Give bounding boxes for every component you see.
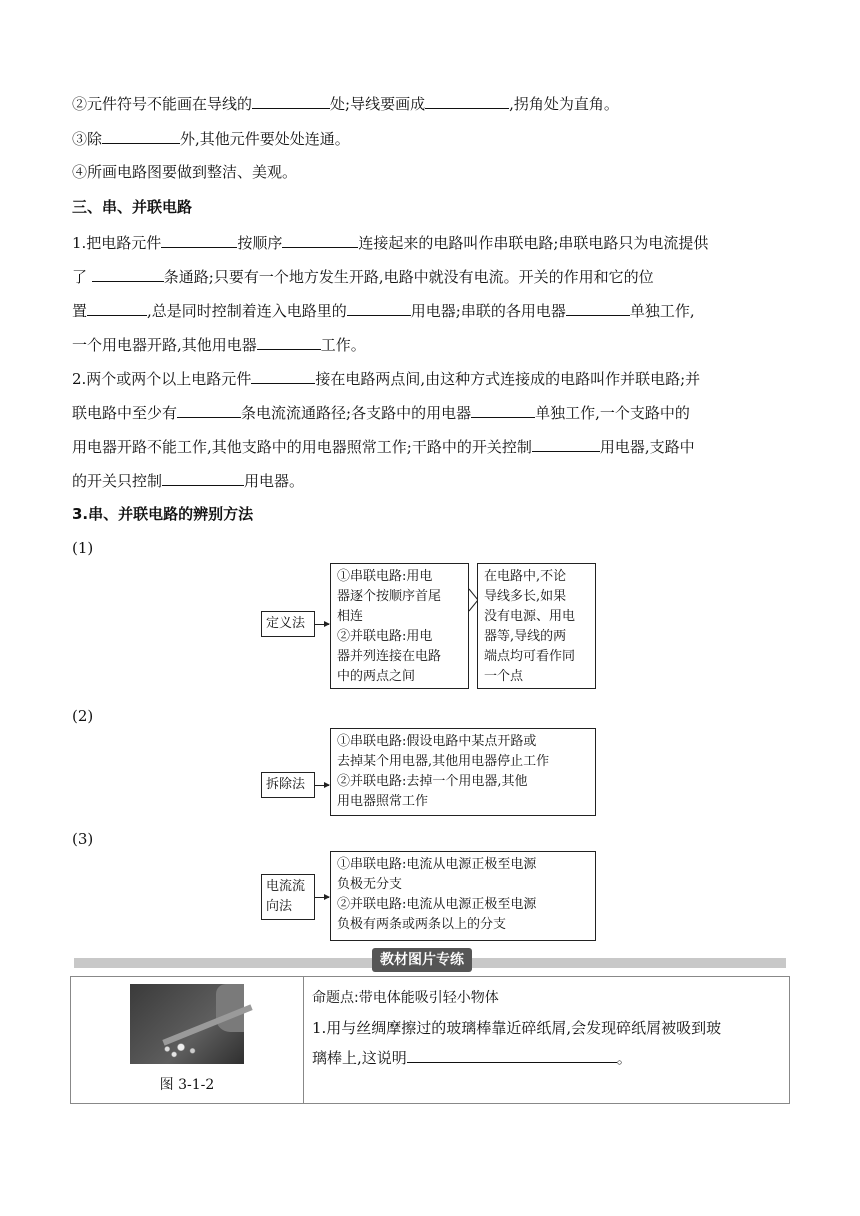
glass-rod-photo (130, 984, 244, 1064)
para2-line4 (72, 469, 792, 492)
method-1-content-box (330, 563, 469, 689)
text: 1.把电路元件 (72, 234, 162, 252)
rule-2 (72, 92, 792, 115)
text: 工作。 (320, 336, 366, 354)
text: 用电器,支路中 (599, 438, 695, 456)
answer-blank[interactable] (566, 299, 630, 316)
method-1-label: 定义法 (266, 616, 306, 631)
text: 用电器开路不能工作,其他支路中的用电器照常工作;干路中的开关控制 (72, 438, 532, 456)
rule-2-text-a: ②元件符号不能画在导线的 (72, 95, 253, 113)
text: 条通路;只要有一个地方发生开路,电路中就没有电流。开关的作用和它的位 (163, 268, 654, 286)
method-3-label: 向法 (266, 899, 293, 914)
box-line: 中的两点之间 (337, 669, 416, 684)
text: 单独工作, (629, 302, 695, 320)
method-2-label-box (261, 772, 315, 798)
answer-blank[interactable] (532, 435, 600, 452)
box-line: ①串联电路:电流从电源正极至电源 (337, 857, 537, 872)
arrow-icon (315, 785, 329, 786)
test-point: 命题点:带电体能吸引轻小物体 (312, 990, 499, 1006)
text: 条电流流通路径;各支路中的用电器 (241, 404, 472, 422)
rule-3-text-a: ③除 (72, 130, 103, 148)
method-3-content-box (330, 851, 596, 941)
arrow-icon (315, 897, 329, 898)
exercise-table (70, 976, 790, 1104)
box-line: 负极有两条或两条以上的分支 (337, 917, 507, 932)
answer-blank[interactable] (257, 333, 321, 350)
text: 2.两个或两个以上电路元件 (72, 370, 252, 388)
para1-line1 (72, 231, 792, 254)
box-line: 去掉某个用电器,其他用电器停止工作 (337, 754, 550, 769)
answer-blank[interactable] (92, 265, 164, 282)
box-line: 相连 (337, 609, 364, 624)
text: 接在电路两点间,由这种方式连接成的电路叫作并联电路;并 (315, 370, 701, 388)
note-line: 端点均可看作同 (484, 649, 576, 664)
rule-3 (72, 127, 792, 150)
question-cell (304, 977, 790, 1104)
text: 的开关只控制 (72, 472, 163, 490)
answer-blank[interactable] (407, 1046, 617, 1063)
text: 。 (616, 1049, 632, 1067)
method-1-number: (1) (72, 539, 94, 557)
answer-blank[interactable] (177, 401, 241, 418)
answer-blank[interactable] (347, 299, 411, 316)
text: 用电器。 (244, 472, 305, 490)
para2-line2 (72, 401, 792, 424)
question-line-2 (312, 1043, 783, 1073)
section-banner-label: 教材图片专练 (372, 948, 472, 972)
text: 置 (72, 302, 88, 320)
box-line: ②并联电路:用电 (337, 629, 433, 644)
para2-line1 (72, 367, 792, 390)
para1-line3 (72, 299, 792, 322)
box-line: ②并联电路:电流从电源正极至电源 (337, 897, 537, 912)
question-line-1: 1.用与丝绸摩擦过的玻璃棒靠近碎纸屑,会发现碎纸屑被吸到玻 (312, 1019, 722, 1037)
answer-blank[interactable] (87, 299, 147, 316)
text: ,总是同时控制着连入电路里的 (147, 302, 347, 320)
text: 联电路中至少有 (72, 404, 178, 422)
text: 了 (72, 268, 88, 286)
method-1-note-box (477, 563, 596, 689)
box-line: 负极无分支 (337, 877, 403, 892)
method-3-label: 电流流 (266, 879, 306, 894)
note-line: 没有电源、用电 (484, 609, 576, 624)
text: 按顺序 (237, 234, 283, 252)
note-line: 导线多长,如果 (484, 589, 567, 604)
answer-blank[interactable] (161, 231, 237, 248)
subsection-heading: 3.串、并联电路的辨别方法 (72, 505, 254, 523)
answer-blank[interactable] (162, 469, 244, 486)
box-line: ②并联电路:去掉一个用电器,其他 (337, 774, 528, 789)
method-2-label: 拆除法 (266, 777, 306, 792)
answer-blank[interactable] (102, 127, 180, 144)
method-2-number: (2) (72, 707, 94, 725)
answer-blank[interactable] (251, 367, 315, 384)
figure-caption: 图 3-1-2 (159, 1077, 215, 1093)
section-heading: 三、串、并联电路 (72, 198, 193, 216)
text: 一个用电器开路,其他用电器 (72, 336, 257, 354)
paper-scraps-shape (158, 1040, 204, 1058)
note-line: 在电路中,不论 (484, 569, 567, 584)
answer-blank[interactable] (252, 92, 330, 109)
rule-2-text-c: ,拐角处为直角。 (509, 95, 619, 113)
method-3-number: (3) (72, 830, 94, 848)
para1-line2 (72, 265, 792, 288)
method-3-label-box (261, 874, 315, 920)
para2-line3 (72, 435, 792, 458)
rule-3-text-b: 外,其他元件要处处连通。 (180, 130, 350, 148)
text: 用电器;串联的各用电器 (410, 302, 566, 320)
arrow-icon (315, 624, 329, 625)
answer-blank[interactable] (471, 401, 535, 418)
note-line: 器等,导线的两 (484, 629, 567, 644)
box-line: ①串联电路:假设电路中某点开路或 (337, 734, 537, 749)
figure-cell (71, 977, 304, 1104)
box-line: 器逐个按顺序首尾 (337, 589, 442, 604)
rule-2-text-b: 处;导线要画成 (330, 95, 426, 113)
box-line: 用电器照常工作 (337, 794, 429, 809)
para1-line4 (72, 333, 792, 356)
method-2-content-box (330, 728, 596, 816)
answer-blank[interactable] (425, 92, 509, 109)
method-1-label-box (261, 611, 315, 637)
text: 璃棒上,这说明 (312, 1049, 407, 1067)
note-line: 一个点 (484, 669, 524, 684)
box-line: 器并列连接在电路 (337, 649, 442, 664)
box-line: ①串联电路:用电 (337, 569, 433, 584)
text: 连接起来的电路叫作串联电路;串联电路只为电流提供 (358, 234, 709, 252)
text: 单独工作,一个支路中的 (535, 404, 690, 422)
rule-4: ④所画电路图要做到整洁、美观。 (72, 163, 298, 181)
answer-blank[interactable] (282, 231, 358, 248)
